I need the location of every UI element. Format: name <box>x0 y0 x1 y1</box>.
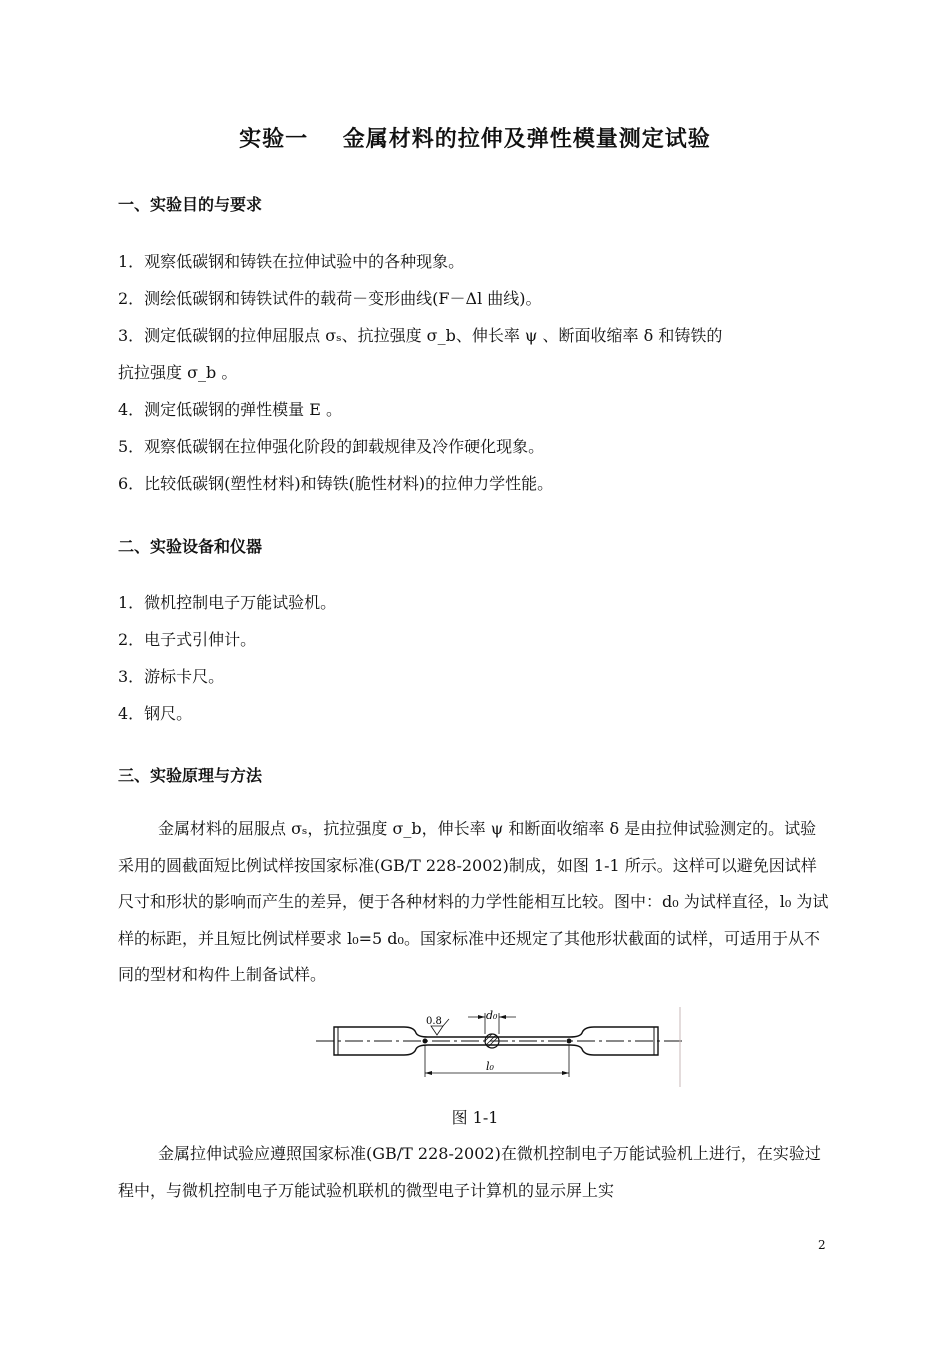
principle-paragraph-2 <box>118 1136 832 1209</box>
equipment-item-1: 1．微机控制电子万能试验机。 <box>118 593 337 612</box>
equipment-item-4: 4．钢尺。 <box>118 704 193 723</box>
gauge-mark-right <box>567 1039 572 1044</box>
purpose-item-3: 3．测定低碳钢的拉伸屈服点 σₛ、抗拉强度 σ_b、伸长率 ψ 、断面收缩率 δ 和铸铁的 <box>118 326 723 345</box>
purpose-item-1: 1．观察低碳钢和铸铁在拉伸试验中的各种现象。 <box>118 252 465 271</box>
page-title: 实验一 金属材料的拉伸及弹性模量测定试验 <box>239 127 711 152</box>
principle-paragraph-2-text: 金属拉伸试验应遵照国家标准(GB/T 228-2002)在微机控制电子万能试验机上进行，在实验过程中，与微机控制电子万能试验机联机的微型电子计算机的显示屏上实 <box>118 1144 821 1200</box>
gauge-mark-left <box>423 1039 428 1044</box>
diameter-label: d₀ <box>486 1009 498 1022</box>
specimen-figure <box>316 1007 686 1089</box>
gauge-label: l₀ <box>486 1060 494 1073</box>
purpose-item-4: 4．测定低碳钢的弹性模量 E 。 <box>118 400 343 419</box>
section-heading-equipment: 二、实验设备和仪器 <box>118 537 263 556</box>
purpose-item-6: 6．比较低碳钢(塑性材料)和铸铁(脆性材料)的拉伸力学性能。 <box>118 474 554 493</box>
roughness-icon <box>431 1026 443 1035</box>
page-number: 2 <box>818 1238 826 1252</box>
purpose-item-3-cont: 抗拉强度 σ_b 。 <box>118 363 238 382</box>
principle-paragraph-1-text: 金属材料的屈服点 σₛ，抗拉强度 σ_b，伸长率 ψ 和断面收缩率 δ 是由拉伸试验测定的。试验采用的圆截面短比例试样按国家标准(GB/T 228-2002)制成，如图 1-1 所示。这样可以避免因试样尺寸和形状的影响而产生的差异，便于各种材料的力学性能相互比较。图中：d₀ 为试样直径，l₀ 为试样的标距，并且短比例试样要求 l₀=5 d₀。国家标准中还规定了其他形状截面的试样，可适用于从不同的型材和构件上制备试样。 <box>118 819 829 984</box>
figure-caption: 图 1-1 <box>451 1108 499 1127</box>
equipment-item-3: 3．游标卡尺。 <box>118 667 225 686</box>
section-heading-principle: 三、实验原理与方法 <box>118 766 263 785</box>
roughness-label: 0.8 <box>426 1016 442 1027</box>
purpose-item-2: 2．测绘低碳钢和铸铁试件的载荷－变形曲线(F－Δl 曲线)。 <box>118 289 542 308</box>
section-heading-purpose: 一、实验目的与要求 <box>118 195 263 214</box>
equipment-item-2: 2．电子式引伸计。 <box>118 630 257 649</box>
purpose-item-5: 5．观察低碳钢在拉伸强化阶段的卸载规律及冷作硬化现象。 <box>118 437 545 456</box>
principle-paragraph-1 <box>118 811 832 994</box>
